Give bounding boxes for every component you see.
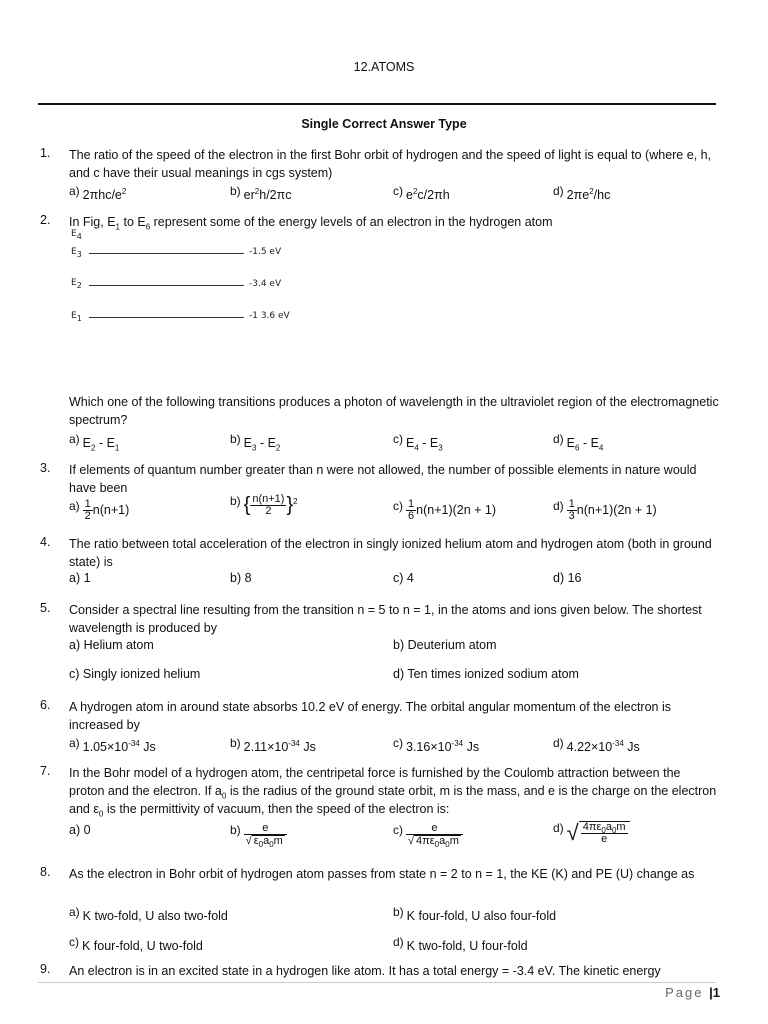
q1-option-d[interactable]: d) $2\pi e^2/hc$ [553, 184, 611, 202]
q5-text: Consider a spectral line resulting from the transition n = 5 to n = 1, in the atoms and ions given below. The shortest wavelength is produced by [69, 603, 702, 635]
q3-option-d[interactable]: d) $\frac{1}{3}$ n(n+1)(2n + 1) [553, 498, 657, 523]
section-title: Single Correct Answer Type [301, 117, 467, 131]
q2-option-a[interactable]: a) $E_2 - E_1$ [69, 432, 120, 453]
q6-number: 6. [40, 698, 51, 712]
q1-option-a[interactable]: a) $2\pi hc/e^2$ [69, 184, 127, 202]
q2-question: Which one of the following transitions produces a photon of wavelength in the ultraviolet region of the electromagnetic spectrum? [69, 395, 719, 427]
q3-text: If elements of quantum number greater than n were not allowed, the number of possible elements in nature would have been [69, 463, 697, 495]
q3-option-a[interactable]: a) $\frac{1}{2}$ n(n+1) [69, 498, 130, 523]
q6-text: A hydrogen atom in around state absorbs 10.2 eV of energy. The orbital angular momentum of the electron is increased by [69, 700, 671, 732]
q6-option-a[interactable]: a) $1.05\times 10^{-34}$ Js [69, 736, 156, 754]
q1-number: 1. [40, 146, 51, 160]
level-e4-label: $E_4$ [71, 229, 82, 241]
level-e2-label: $E_2$ [71, 278, 82, 290]
q8-option-a[interactable]: a) K two-fold, U also two-fold [69, 905, 228, 923]
q7-text: In the Bohr model of a hydrogen atom, the centripetal force is furnished by the Coulomb attraction between the proton and the electron. If $a_0$ is the radius of the ground state orbit, m is the mass, and e is the charge on the electron and $\varepsilon_0$ is the permittivity of vacuum, then the speed of the electron is: [69, 766, 717, 819]
q8-text: As the electron in Bohr orbit of hydrogen atom passes from state n = 2 to n = 1, the KE (K) and PE (U) change as [69, 867, 695, 881]
q8-option-c[interactable]: c) K four-fold, U two-fold [69, 935, 203, 953]
q1-text: The ratio of the speed of the electron in the first Bohr orbit of hydrogen and the speed of light is equal to (where e, h, and c have their usual meanings in cgs system) [69, 148, 712, 180]
q7-number: 7. [40, 764, 51, 778]
q7-option-c[interactable]: c) $\frac{e}{√ 4\pi\varepsilon_0a_0m}$ [393, 823, 463, 847]
q9-number: 9. [40, 962, 51, 976]
q9-text: An electron is in an excited state in a hydrogen like atom. It has a total energy = -3.4 eV. The kinetic energy [69, 964, 661, 978]
q5-option-c[interactable]: c) Singly ionized helium [69, 667, 201, 681]
q5-number: 5. [40, 601, 51, 615]
level-e2-value: -3.4 eV [249, 279, 282, 289]
q4-option-a[interactable]: a) 1 [69, 571, 91, 585]
q4-option-b[interactable]: b) 8 [230, 571, 252, 585]
q4-option-c[interactable]: c) 4 [393, 571, 414, 585]
q6-option-c[interactable]: c) $3.16\times 10^{-34}$ Js [393, 736, 480, 754]
footer-rule [38, 982, 716, 983]
q8-number: 8. [40, 865, 51, 879]
level-e1-value: -1 3.6 eV [249, 311, 290, 321]
q3-option-b[interactable]: b) { $\frac{n(n+1)}{2}$ }$^2$ [230, 493, 298, 518]
level-e2-line [89, 285, 244, 286]
q1-option-c[interactable]: c) $e^2c/2\pi h$ [393, 184, 450, 202]
level-e3-line [89, 253, 244, 254]
q4-number: 4. [40, 535, 51, 549]
q5-option-d[interactable]: d) Ten times ionized sodium atom [393, 667, 579, 681]
q7-option-d[interactable]: d) √ $\frac{4\pi\varepsilon_0a_0m}{e}$ [553, 820, 630, 846]
q2-option-b[interactable]: b) $E_3 - E_2$ [230, 432, 281, 453]
q6-option-d[interactable]: d) $4.22\times 10^{-34}$ Js [553, 736, 640, 754]
q2-option-c[interactable]: c) $E_4 - E_3$ [393, 432, 443, 453]
header-rule [38, 103, 716, 105]
q1-option-b[interactable]: b) $er^2h/2\pi c$ [230, 184, 292, 202]
page-footer: Page |1 [665, 985, 720, 1000]
level-e1-label: $E_1$ [71, 311, 82, 323]
q4-text: The ratio between total acceleration of the electron in singly ionized helium atom and hydrogen atom (both in ground state) is [69, 537, 712, 569]
q7-option-a[interactable]: a) 0 [69, 823, 91, 837]
level-e1-line [89, 317, 244, 318]
q2-number: 2. [40, 213, 51, 227]
page-title: 12.ATOMS [353, 60, 415, 74]
q2-text: In Fig, $E_1$ to $E_6$ represent some of the energy levels of an electron in the hydrogen atom [69, 215, 553, 232]
q8-option-b[interactable]: b) K four-fold, U also four-fold [393, 905, 557, 923]
q7-option-b[interactable]: b) $\frac{e}{√ \varepsilon_0a_0m}$ [230, 823, 287, 847]
q5-option-b[interactable]: b) Deuterium atom [393, 638, 497, 652]
q6-option-b[interactable]: b) $2.11\times 10^{-34}$ Js [230, 736, 316, 754]
q2-option-d[interactable]: d) $E_6 - E_4$ [553, 432, 604, 453]
q4-option-d[interactable]: d) 16 [553, 571, 582, 585]
q5-option-a[interactable]: a) Helium atom [69, 638, 154, 652]
q8-option-d[interactable]: d) K two-fold, U four-fold [393, 935, 528, 953]
q3-option-c[interactable]: c) $\frac{1}{6}$ n(n+1)(2n + 1) [393, 498, 497, 523]
level-e3-label: $E_3$ [71, 247, 82, 259]
level-e3-value: -1.5 eV [249, 247, 282, 257]
q3-number: 3. [40, 461, 51, 475]
